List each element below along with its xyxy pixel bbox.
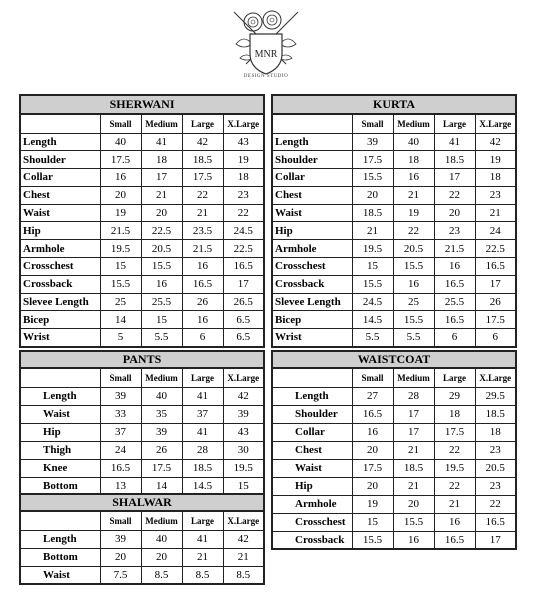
header-empty-cell <box>272 114 352 133</box>
measurement-value: 20 <box>100 548 141 566</box>
measurement-value: 21 <box>141 186 182 204</box>
measurement-value: 18.5 <box>475 405 516 423</box>
measurement-label: Waist <box>20 204 100 222</box>
measurement-value: 15 <box>352 513 393 531</box>
size-column-header: X.Large <box>475 114 516 133</box>
measurement-label: Bottom <box>20 477 100 495</box>
measurement-value: 24.5 <box>223 222 264 240</box>
measurement-value: 17.5 <box>434 423 475 441</box>
measurement-value: 14.5 <box>182 477 223 495</box>
measurement-value: 16 <box>182 311 223 329</box>
measurement-value: 16.5 <box>352 405 393 423</box>
measurement-label: Crosschest <box>20 258 100 276</box>
measurement-value: 22 <box>182 186 223 204</box>
measurement-value: 18 <box>475 169 516 187</box>
table-row <box>20 204 264 222</box>
header-empty-cell <box>272 368 352 387</box>
measurement-value: 5.5 <box>141 329 182 347</box>
measurement-value: 16 <box>434 513 475 531</box>
measurement-label: Crossback <box>272 275 352 293</box>
measurement-value: 23.5 <box>182 222 223 240</box>
measurement-value: 43 <box>223 423 264 441</box>
measurement-value: 33 <box>100 405 141 423</box>
size-column-header: Small <box>352 368 393 387</box>
measurement-value: 14 <box>141 477 182 495</box>
measurement-value: 16.5 <box>100 459 141 477</box>
measurement-label: Collar <box>272 169 352 187</box>
measurement-value: 26 <box>475 293 516 311</box>
brand-subtitle: DESIGN STUDIO <box>243 74 289 79</box>
measurement-value: 39 <box>223 405 264 423</box>
size-header-row <box>20 114 264 133</box>
measurement-value: 22 <box>434 441 475 459</box>
measurement-value: 20.5 <box>393 240 434 258</box>
size-column-header: Medium <box>141 511 182 530</box>
table-row <box>20 222 264 240</box>
measurement-value: 17 <box>475 531 516 549</box>
table-row <box>272 151 516 169</box>
measurement-value: 21.5 <box>434 240 475 258</box>
table-row <box>20 548 264 566</box>
measurement-value: 8.5 <box>182 566 223 584</box>
measurement-value: 19.5 <box>223 459 264 477</box>
table-row <box>272 186 516 204</box>
pants-title: PANTS <box>20 351 264 368</box>
measurement-value: 17.5 <box>475 311 516 329</box>
measurement-label: Shoulder <box>272 151 352 169</box>
measurement-label: Length <box>20 530 100 548</box>
size-header-row <box>272 114 516 133</box>
measurement-value: 17 <box>223 275 264 293</box>
measurement-value: 16.5 <box>475 258 516 276</box>
size-column-header: Medium <box>141 114 182 133</box>
size-header-row <box>272 368 516 387</box>
table-row <box>272 329 516 347</box>
measurement-value: 5 <box>100 329 141 347</box>
table-row <box>20 459 264 477</box>
header-empty-cell <box>20 511 100 530</box>
header-empty-cell <box>20 368 100 387</box>
measurement-value: 35 <box>141 405 182 423</box>
header-empty-cell <box>20 114 100 133</box>
size-column-header: Large <box>434 368 475 387</box>
measurement-label: Hip <box>20 423 100 441</box>
measurement-value: 18.5 <box>434 151 475 169</box>
size-column-header: Large <box>182 511 223 530</box>
size-column-header: Large <box>182 114 223 133</box>
measurement-value: 19.5 <box>100 240 141 258</box>
size-column-header: Medium <box>141 368 182 387</box>
measurement-value: 13 <box>100 477 141 495</box>
measurement-value: 6 <box>475 329 516 347</box>
measurement-value: 15.5 <box>100 275 141 293</box>
table-row <box>272 204 516 222</box>
measurement-value: 40 <box>100 133 141 151</box>
table-row <box>272 477 516 495</box>
measurement-value: 8.5 <box>141 566 182 584</box>
measurement-value: 15.5 <box>352 169 393 187</box>
table-row <box>272 222 516 240</box>
measurement-value: 28 <box>393 387 434 405</box>
measurement-value: 18.5 <box>393 459 434 477</box>
measurement-value: 28 <box>182 441 223 459</box>
measurement-label: Hip <box>272 477 352 495</box>
measurement-value: 15 <box>223 477 264 495</box>
size-column-header: Large <box>182 368 223 387</box>
table-row <box>272 441 516 459</box>
measurement-value: 41 <box>182 387 223 405</box>
table-row <box>20 293 264 311</box>
measurement-label: Waist <box>272 204 352 222</box>
measurement-value: 17.5 <box>141 459 182 477</box>
measurement-value: 19.5 <box>434 459 475 477</box>
size-column-header: Medium <box>393 114 434 133</box>
measurement-value: 25.5 <box>141 293 182 311</box>
sherwani-title: SHERWANI <box>20 95 264 114</box>
table-row <box>20 240 264 258</box>
sherwani-size-table <box>19 94 265 348</box>
measurement-value: 23 <box>475 477 516 495</box>
measurement-label: Crossback <box>20 275 100 293</box>
table-row <box>20 566 264 584</box>
measurement-value: 20.5 <box>141 240 182 258</box>
measurement-value: 15 <box>352 258 393 276</box>
table-row <box>272 311 516 329</box>
measurement-value: 29 <box>434 387 475 405</box>
measurement-label: Knee <box>20 459 100 477</box>
measurement-value: 20 <box>141 204 182 222</box>
measurement-value: 21 <box>182 548 223 566</box>
measurement-value: 22.5 <box>141 222 182 240</box>
measurement-value: 16.5 <box>223 258 264 276</box>
measurement-value: 21 <box>434 495 475 513</box>
table-row <box>20 311 264 329</box>
measurement-value: 16.5 <box>434 311 475 329</box>
size-column-header: Small <box>352 114 393 133</box>
measurement-value: 15 <box>100 258 141 276</box>
measurement-value: 17.5 <box>100 151 141 169</box>
measurement-value: 6 <box>434 329 475 347</box>
measurement-value: 42 <box>182 133 223 151</box>
measurement-label: Waist <box>20 566 100 584</box>
shalwar-size-table <box>19 493 265 585</box>
measurement-value: 18.5 <box>182 459 223 477</box>
measurement-value: 17 <box>393 405 434 423</box>
measurement-label: Bicep <box>272 311 352 329</box>
measurement-label: Length <box>20 133 100 151</box>
table-row <box>20 405 264 423</box>
measurement-value: 19 <box>100 204 141 222</box>
table-row <box>272 513 516 531</box>
measurement-value: 22 <box>434 477 475 495</box>
measurement-value: 14 <box>100 311 141 329</box>
measurement-value: 18.5 <box>352 204 393 222</box>
measurement-value: 16 <box>100 169 141 187</box>
measurement-value: 42 <box>223 387 264 405</box>
measurement-label: Shoulder <box>20 151 100 169</box>
measurement-value: 30 <box>223 441 264 459</box>
table-row <box>272 405 516 423</box>
table-row <box>20 169 264 187</box>
measurement-label: Wrist <box>20 329 100 347</box>
measurement-value: 21 <box>393 477 434 495</box>
table-row <box>20 186 264 204</box>
measurement-value: 15.5 <box>393 258 434 276</box>
measurement-label: Collar <box>272 423 352 441</box>
table-row <box>272 133 516 151</box>
measurement-value: 41 <box>182 423 223 441</box>
measurement-label: Bottom <box>20 548 100 566</box>
measurement-label: Armhole <box>272 240 352 258</box>
measurement-label: Chest <box>272 441 352 459</box>
measurement-value: 17.5 <box>182 169 223 187</box>
measurement-value: 24.5 <box>352 293 393 311</box>
size-header-row <box>20 511 264 530</box>
measurement-value: 15.5 <box>141 258 182 276</box>
measurement-value: 20.5 <box>475 459 516 477</box>
measurement-value: 43 <box>223 133 264 151</box>
measurement-value: 16 <box>393 531 434 549</box>
measurement-value: 6 <box>182 329 223 347</box>
measurement-value: 21 <box>393 441 434 459</box>
measurement-value: 23 <box>223 186 264 204</box>
size-column-header: X.Large <box>223 114 264 133</box>
measurement-label: Length <box>272 133 352 151</box>
table-row <box>20 387 264 405</box>
table-row <box>272 275 516 293</box>
measurement-label: Collar <box>20 169 100 187</box>
measurement-value: 18 <box>141 151 182 169</box>
measurement-label: Wrist <box>272 329 352 347</box>
measurement-value: 17 <box>393 423 434 441</box>
measurement-value: 21 <box>393 186 434 204</box>
measurement-value: 22 <box>393 222 434 240</box>
table-row <box>20 530 264 548</box>
shalwar-title: SHALWAR <box>20 494 264 511</box>
table-row <box>272 169 516 187</box>
measurement-value: 25 <box>393 293 434 311</box>
size-column-header: Small <box>100 114 141 133</box>
table-row <box>272 293 516 311</box>
measurement-value: 20 <box>352 186 393 204</box>
measurement-value: 40 <box>141 387 182 405</box>
measurement-value: 21.5 <box>100 222 141 240</box>
measurement-value: 15.5 <box>352 275 393 293</box>
table-row <box>272 459 516 477</box>
measurement-value: 16 <box>393 275 434 293</box>
size-column-header: Large <box>434 114 475 133</box>
measurement-value: 26.5 <box>223 293 264 311</box>
measurement-value: 37 <box>100 423 141 441</box>
measurement-value: 16 <box>141 275 182 293</box>
table-row <box>272 258 516 276</box>
measurement-value: 22 <box>223 204 264 222</box>
measurement-label: Hip <box>20 222 100 240</box>
measurement-value: 21 <box>223 548 264 566</box>
measurement-value: 39 <box>352 133 393 151</box>
measurement-value: 27 <box>352 387 393 405</box>
table-row <box>20 329 264 347</box>
measurement-value: 16 <box>182 258 223 276</box>
measurement-value: 14.5 <box>352 311 393 329</box>
pants-size-table <box>19 350 265 496</box>
table-row <box>20 133 264 151</box>
size-column-header: X.Large <box>223 511 264 530</box>
measurement-value: 7.5 <box>100 566 141 584</box>
measurement-value: 17 <box>475 275 516 293</box>
measurement-value: 15.5 <box>393 311 434 329</box>
table-row <box>20 258 264 276</box>
measurement-value: 16.5 <box>434 531 475 549</box>
measurement-value: 19.5 <box>352 240 393 258</box>
measurement-value: 21 <box>475 204 516 222</box>
measurement-value: 18 <box>223 169 264 187</box>
size-column-header: X.Large <box>475 368 516 387</box>
measurement-value: 17 <box>141 169 182 187</box>
measurement-value: 41 <box>434 133 475 151</box>
measurement-value: 20 <box>352 441 393 459</box>
kurta-size-table <box>271 94 517 348</box>
measurement-label: Bicep <box>20 311 100 329</box>
measurement-label: Chest <box>272 186 352 204</box>
measurement-value: 24 <box>100 441 141 459</box>
measurement-value: 17.5 <box>352 459 393 477</box>
measurement-label: Crosschest <box>272 258 352 276</box>
measurement-value: 16 <box>352 423 393 441</box>
size-header-row <box>20 368 264 387</box>
measurement-value: 16.5 <box>475 513 516 531</box>
measurement-value: 15.5 <box>393 513 434 531</box>
measurement-value: 41 <box>141 133 182 151</box>
measurement-value: 8.5 <box>223 566 264 584</box>
measurement-value: 26 <box>141 441 182 459</box>
measurement-value: 23 <box>434 222 475 240</box>
measurement-label: Thigh <box>20 441 100 459</box>
measurement-value: 42 <box>223 530 264 548</box>
measurement-value: 29.5 <box>475 387 516 405</box>
measurement-value: 39 <box>100 530 141 548</box>
table-row <box>20 275 264 293</box>
measurement-value: 25.5 <box>434 293 475 311</box>
waistcoat-title: WAISTCOAT <box>272 351 516 368</box>
measurement-value: 19 <box>475 151 516 169</box>
measurement-value: 26 <box>182 293 223 311</box>
measurement-value: 20 <box>352 477 393 495</box>
measurement-value: 16.5 <box>434 275 475 293</box>
kurta-title: KURTA <box>272 95 516 114</box>
measurement-value: 39 <box>141 423 182 441</box>
measurement-value: 22.5 <box>223 240 264 258</box>
measurement-value: 16 <box>393 169 434 187</box>
measurement-value: 40 <box>141 530 182 548</box>
measurement-value: 5.5 <box>393 329 434 347</box>
measurement-label: Waist <box>272 459 352 477</box>
measurement-value: 40 <box>393 133 434 151</box>
size-column-header: Medium <box>393 368 434 387</box>
measurement-value: 6.5 <box>223 311 264 329</box>
measurement-value: 20 <box>100 186 141 204</box>
table-row <box>272 495 516 513</box>
measurement-value: 16.5 <box>182 275 223 293</box>
measurement-label: Crossback <box>272 531 352 549</box>
table-row <box>272 387 516 405</box>
measurement-value: 42 <box>475 133 516 151</box>
waistcoat-size-table <box>271 350 517 550</box>
measurement-value: 15.5 <box>352 531 393 549</box>
size-column-header: Small <box>100 368 141 387</box>
measurement-label: Slevee Length <box>20 293 100 311</box>
table-row <box>272 423 516 441</box>
measurement-label: Chest <box>20 186 100 204</box>
measurement-value: 23 <box>475 186 516 204</box>
measurement-value: 15 <box>141 311 182 329</box>
measurement-value: 37 <box>182 405 223 423</box>
table-row <box>20 151 264 169</box>
size-column-header: X.Large <box>223 368 264 387</box>
measurement-label: Waist <box>20 405 100 423</box>
measurement-value: 41 <box>182 530 223 548</box>
measurement-label: Slevee Length <box>272 293 352 311</box>
measurement-value: 21.5 <box>182 240 223 258</box>
measurement-value: 20 <box>434 204 475 222</box>
measurement-value: 22 <box>434 186 475 204</box>
measurement-label: Armhole <box>272 495 352 513</box>
measurement-value: 19 <box>223 151 264 169</box>
measurement-value: 5.5 <box>352 329 393 347</box>
measurement-value: 20 <box>393 495 434 513</box>
size-column-header: Small <box>100 511 141 530</box>
measurement-value: 22.5 <box>475 240 516 258</box>
measurement-value: 39 <box>100 387 141 405</box>
measurement-value: 19 <box>352 495 393 513</box>
table-row <box>272 531 516 549</box>
measurement-label: Hip <box>272 222 352 240</box>
measurement-value: 16 <box>434 258 475 276</box>
measurement-value: 17.5 <box>352 151 393 169</box>
brand-name: MNR <box>254 49 278 60</box>
measurement-label: Crosschest <box>272 513 352 531</box>
measurement-value: 21 <box>182 204 223 222</box>
measurement-value: 23 <box>475 441 516 459</box>
measurement-value: 19 <box>393 204 434 222</box>
measurement-value: 25 <box>100 293 141 311</box>
measurement-value: 21 <box>352 222 393 240</box>
measurement-label: Length <box>20 387 100 405</box>
measurement-value: 6.5 <box>223 329 264 347</box>
table-row <box>20 441 264 459</box>
measurement-value: 18 <box>393 151 434 169</box>
table-row <box>20 423 264 441</box>
table-row <box>272 240 516 258</box>
measurement-value: 18 <box>434 405 475 423</box>
measurement-value: 17 <box>434 169 475 187</box>
measurement-label: Shoulder <box>272 405 352 423</box>
measurement-value: 22 <box>475 495 516 513</box>
measurement-value: 18.5 <box>182 151 223 169</box>
measurement-value: 18 <box>475 423 516 441</box>
measurement-label: Armhole <box>20 240 100 258</box>
measurement-value: 20 <box>141 548 182 566</box>
measurement-value: 24 <box>475 222 516 240</box>
measurement-label: Length <box>272 387 352 405</box>
